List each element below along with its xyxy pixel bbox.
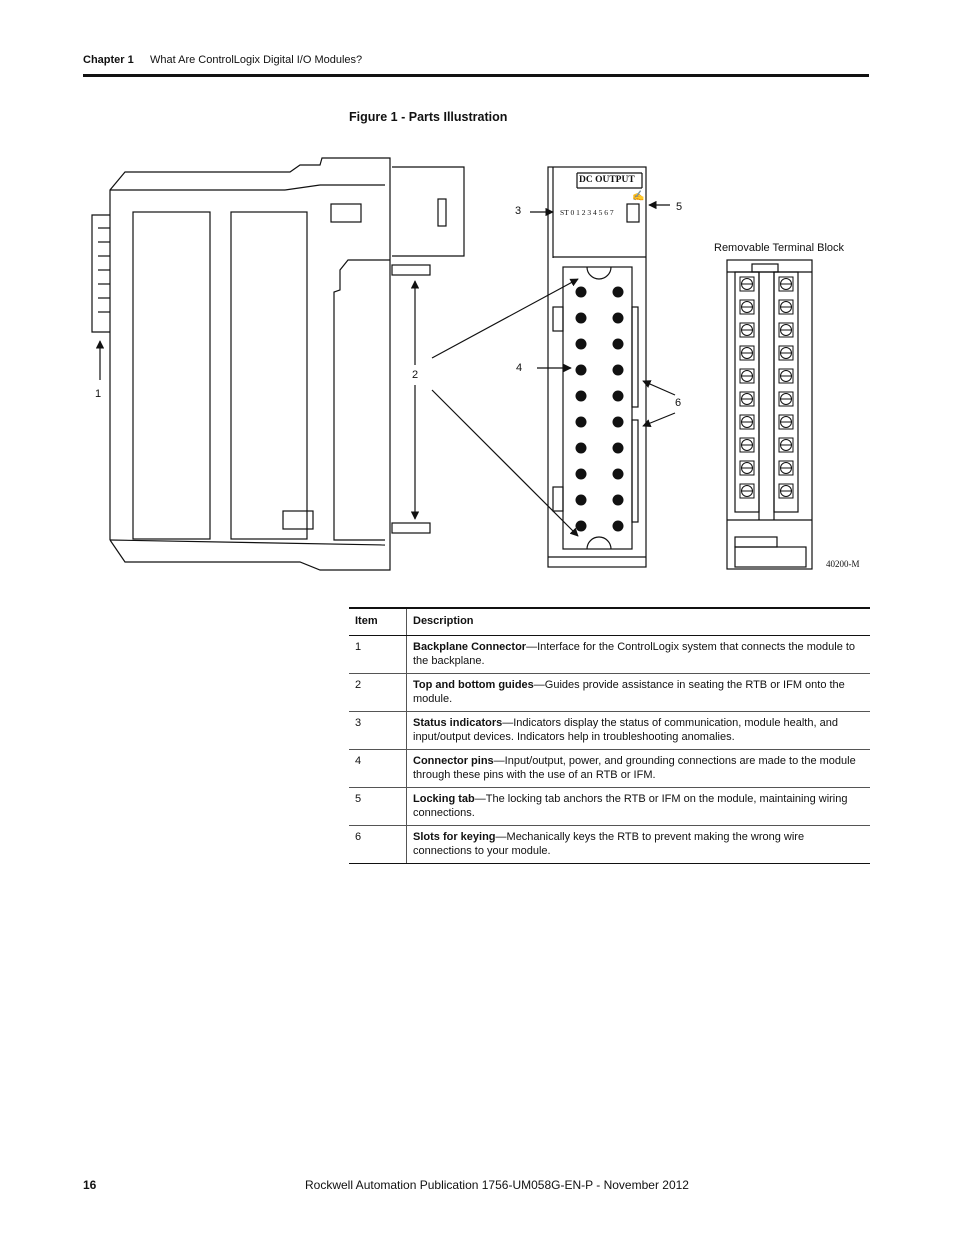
- callout-6: 6: [675, 397, 682, 409]
- row-description: [407, 674, 871, 712]
- module-front-view: [548, 167, 646, 567]
- module-side-view: [110, 158, 464, 570]
- chapter-label: Chapter 1: [83, 54, 134, 66]
- row-item: 5: [349, 788, 407, 826]
- table-row: [349, 636, 870, 674]
- backplane-connector: [92, 215, 110, 332]
- svg-text:✍: ✍: [632, 191, 645, 202]
- column-header-description: Description: [407, 608, 871, 636]
- row-item: 1: [349, 636, 407, 674]
- row-term: Top and bottom guides: [413, 679, 534, 691]
- row-term: Locking tab: [413, 793, 475, 805]
- row-description: [407, 712, 871, 750]
- table-row: [349, 750, 870, 788]
- row-description: [407, 826, 871, 864]
- chapter-title: What Are ControlLogix Digital I/O Modules?: [150, 54, 363, 66]
- publication-info: Rockwell Automation Publication 1756-UM058G-EN-P - November 2012: [305, 1178, 689, 1192]
- rtb-label: Removable Terminal Block: [714, 242, 845, 254]
- callout-4: 4: [516, 362, 523, 374]
- row-term: Status indicators: [413, 717, 503, 729]
- parts-illustration: [0, 0, 954, 600]
- row-text: —Indicators display the status of communication, module health, and input/output devices. Indicators help in troubleshooting anomalies.: [413, 717, 838, 743]
- rtb-screw-terminals: [740, 277, 793, 498]
- table-row: [349, 712, 870, 750]
- row-text: —Interface for the ControlLogix system that connects the module to the backplane.: [413, 641, 856, 667]
- row-term: Slots for keying: [413, 831, 496, 843]
- row-item: 2: [349, 674, 407, 712]
- figure-title: Figure 1 - Parts Illustration: [349, 110, 508, 124]
- row-term: Connector pins: [413, 755, 494, 767]
- table-row: [349, 826, 870, 864]
- row-text: —Mechanically keys the RTB to prevent making the wrong wire connections to your module.: [413, 831, 805, 857]
- table-row: [349, 674, 870, 712]
- locking-tab-icon: [632, 190, 644, 202]
- row-text: —Guides provide assistance in seating the RTB or IFM onto the module.: [413, 679, 845, 705]
- row-item: 3: [349, 712, 407, 750]
- figure-id: 40200-M: [826, 559, 860, 569]
- table-row: [349, 788, 870, 826]
- row-text: —The locking tab anchors the RTB or IFM on the module, maintaining wiring connections.: [413, 793, 848, 819]
- callout-3: 3: [515, 205, 522, 217]
- row-item: 4: [349, 750, 407, 788]
- module-label: DC OUTPUT: [579, 175, 635, 185]
- callout-5: 5: [676, 201, 683, 213]
- table-header-row: [349, 608, 870, 636]
- status-indicators-text: ST 0 1 2 3 4 5 6 7: [560, 208, 614, 217]
- row-description: [407, 750, 871, 788]
- row-description: [407, 636, 871, 674]
- row-description: [407, 788, 871, 826]
- row-term: Backplane Connector: [413, 641, 527, 653]
- connector-pins: [576, 287, 624, 532]
- callout-2: 2: [412, 369, 419, 381]
- row-item: 6: [349, 826, 407, 864]
- page-number: 16: [83, 1178, 97, 1192]
- row-text: —Input/output, power, and grounding connections are made to the module through these pins with the use of an RTB or IFM.: [413, 755, 856, 781]
- callout-1: 1: [95, 388, 102, 400]
- parts-table: [349, 607, 870, 864]
- column-header-item: Item: [349, 608, 407, 636]
